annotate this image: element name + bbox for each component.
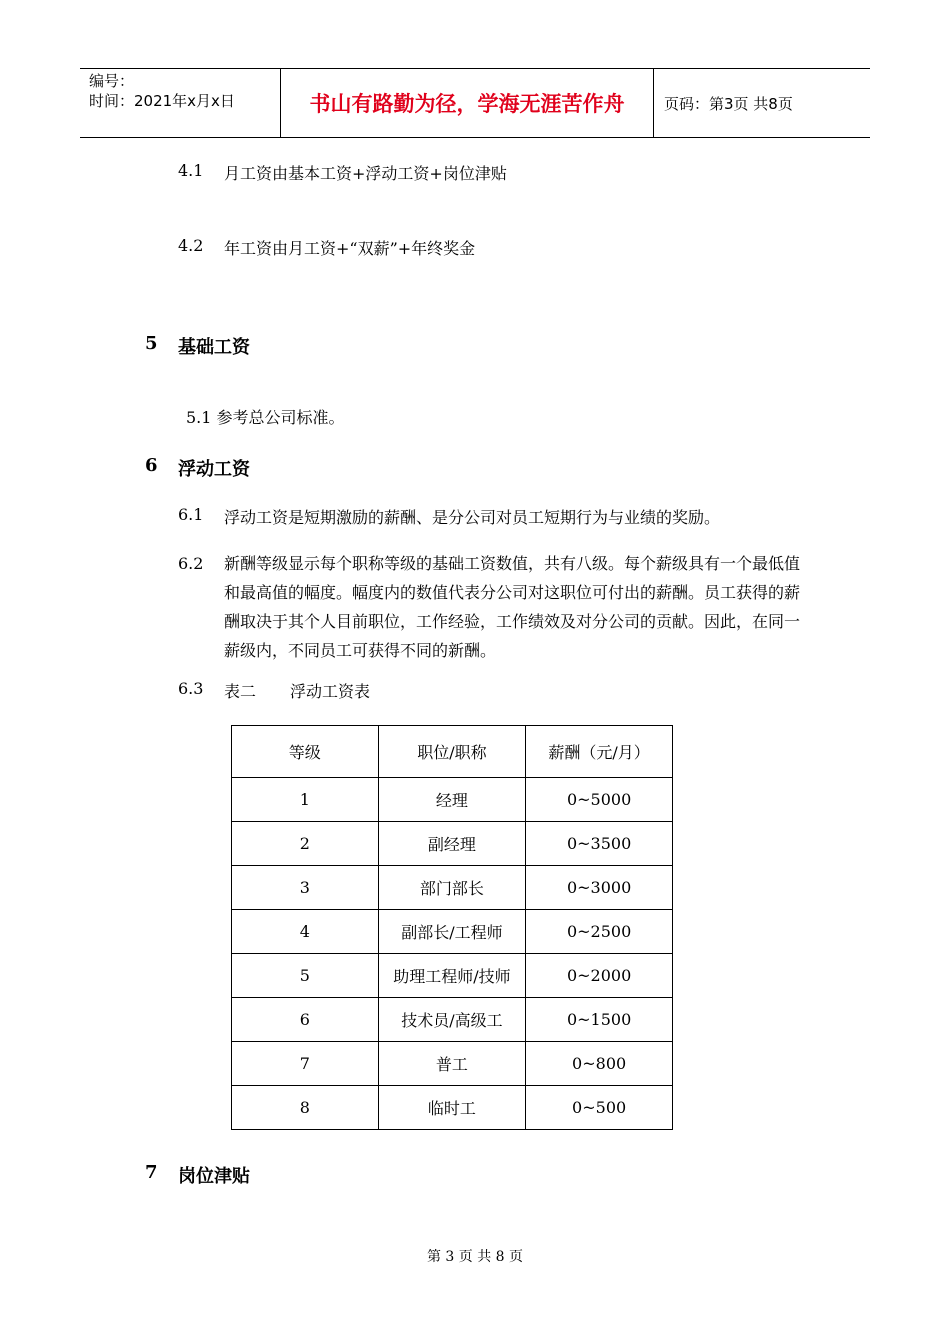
table-header-row: [232, 726, 673, 778]
item-number: 6.3: [178, 679, 204, 698]
table-cell: 经理: [378, 778, 526, 822]
table-cell: 普工: [378, 1042, 526, 1086]
table-cell: 0~500: [526, 1086, 673, 1130]
table-title: 浮动工资表: [290, 682, 371, 701]
table-cell: 0~2000: [526, 954, 673, 998]
column-header: 等级: [232, 726, 379, 778]
time-label: 时间：2021年x月x日: [89, 92, 235, 110]
code-label: 编号：: [89, 72, 135, 90]
table-cell: 副经理: [378, 822, 526, 866]
salary-table: [231, 725, 673, 1130]
table-row: [232, 778, 673, 822]
paragraph-text: 新酬等级显示每个职称等级的基础工资数值，共有八级。每个薪级具有一个最低值和最高值的幅度。幅度内的数值代表分公司对这职位可付出的薪酬。员工获得的薪酬取决于其个人目前职位，工作经验，工作绩效及对分公司的贡献。因此，在同一薪级内，不同员工可获得不同的新酬。: [224, 554, 801, 660]
table-cell: 助理工程师/技师: [378, 954, 526, 998]
table-cell: 1: [232, 778, 379, 822]
table-cell: 0~1500: [526, 998, 673, 1042]
item-text: 5.1 参考总公司标准。: [186, 408, 345, 427]
table-cell: 2: [232, 822, 379, 866]
item-text: 月工资由基本工资+浮动工资+岗位津贴: [224, 164, 507, 183]
table-cell: 8: [232, 1086, 379, 1130]
header-meta: [80, 69, 281, 137]
motto: 书山有路勤为径，学海无涯苦作舟: [281, 69, 654, 137]
table-cell: 0~5000: [526, 778, 673, 822]
section-number: 5: [145, 333, 158, 354]
table-row: [232, 910, 673, 954]
table-cell: 4: [232, 910, 379, 954]
table-row: [232, 1086, 673, 1130]
item-text: 年工资由月工资+“双薪”+年终奖金: [224, 239, 476, 258]
table-cell: 0~800: [526, 1042, 673, 1086]
table-cell: 3: [232, 866, 379, 910]
section-title: 基础工资: [178, 337, 250, 358]
page-footer: 第 3 页 共 8 页: [426, 1249, 524, 1265]
table-cell: 部门部长: [378, 866, 526, 910]
table-cell: 5: [232, 954, 379, 998]
column-header: 薪酬（元/月）: [526, 726, 673, 778]
table-row: [232, 954, 673, 998]
item-number: 4.2: [178, 236, 204, 255]
table-cell: 副部长/工程师: [378, 910, 526, 954]
table-cell: 技术员/高级工: [378, 998, 526, 1042]
table-row: [232, 1042, 673, 1086]
table-row: [232, 998, 673, 1042]
item-number: 4.1: [178, 161, 204, 180]
item-text: 浮动工资是短期激励的薪酬、是分公司对员工短期行为与业绩的奖励。: [224, 508, 721, 527]
document-header: [80, 68, 870, 138]
table-cell: 临时工: [378, 1086, 526, 1130]
table-cell: 7: [232, 1042, 379, 1086]
section-number: 6: [145, 455, 158, 476]
table-row: [232, 866, 673, 910]
item-number: 6.2: [178, 554, 204, 573]
table-cell: 6: [232, 998, 379, 1042]
table-row: [232, 822, 673, 866]
item-number: 6.1: [178, 505, 204, 524]
section-number: 7: [145, 1162, 158, 1183]
column-header: 职位/职称: [378, 726, 526, 778]
table-cell: 0~2500: [526, 910, 673, 954]
section-title: 岗位津贴: [178, 1166, 250, 1187]
table-cell: 0~3000: [526, 866, 673, 910]
section-title: 浮动工资: [178, 459, 250, 480]
page-indicator: 页码：第3页 共8页: [664, 94, 793, 113]
table-label: 表二: [224, 682, 257, 701]
table-cell: 0~3500: [526, 822, 673, 866]
